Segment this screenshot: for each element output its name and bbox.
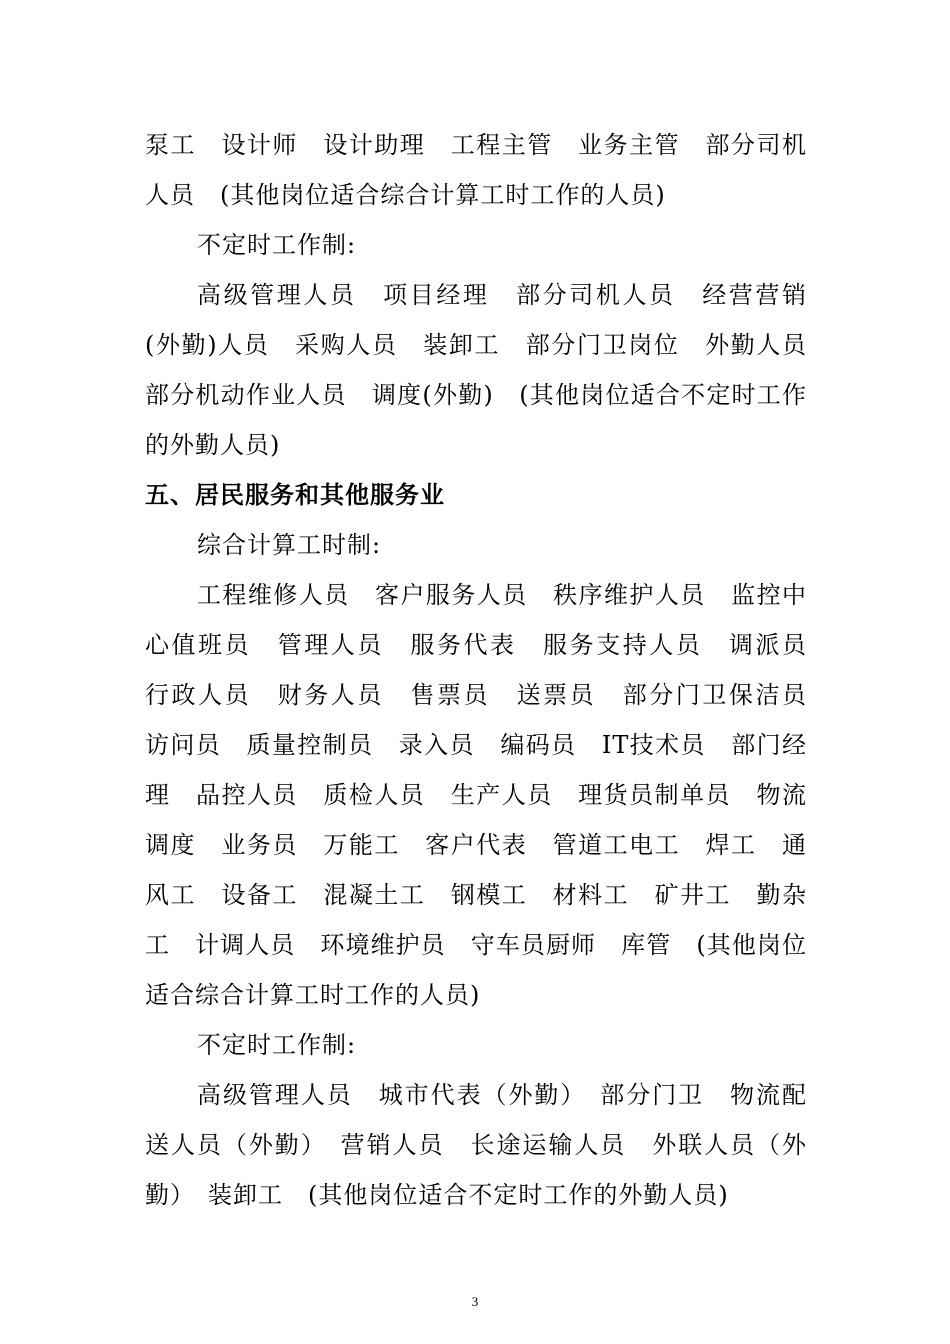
subheading-irregular-hours-2: 不定时工作制:	[197, 1031, 357, 1059]
paragraph-irregular-positions-2: 高级管理人员 城市代表（外勤） 部分门卫 物流配送人员（外勤） 营销人员 长途运输人员 外联人员（外勤） 装卸工 (其他岗位适合不定时工作的外勤人员)	[145, 1081, 807, 1209]
document-body	[145, 120, 832, 1220]
subheading-irregular-hours: 不定时工作制:	[197, 231, 357, 259]
subheading-comprehensive-hours: 综合计算工时制:	[197, 531, 382, 559]
paragraph-comprehensive-positions-continued: 泵工 设计师 设计助理 工程主管 业务主管 部分司机人员 (其他岗位适合综合计算工时工作的人员)	[145, 131, 807, 209]
section-heading-five: 五、居民服务和其他服务业	[145, 481, 445, 509]
page-number: 3	[471, 1294, 479, 1309]
paragraph-irregular-positions: 高级管理人员 项目经理 部分司机人员 经营营销(外勤)人员 采购人员 装卸工 部分门卫岗位 外勤人员 部分机动作业人员 调度(外勤) (其他岗位适合不定时工作的外勤人员)	[145, 281, 832, 459]
paragraph-comprehensive-positions: 工程维修人员 客户服务人员 秩序维护人员 监控中心值班员 管理人员 服务代表 服务支持人员 调派员 行政人员 财务人员 售票员 送票员 部分门卫保洁员 访问员 质量控制员 录入员 编码员 IT技术员 部门经理 品控人员 质检人员 生产人员 理货员制单员 物流调度 业务员 万能工 客户代表 管道工电工 焊工 通风工 设备工 混凝土工 钢模工 材料工 矿井工 勤杂工 计调人员 环境维护员 守车员厨师 库管 (其他岗位适合综合计算工时工作的人员)	[145, 581, 832, 1009]
